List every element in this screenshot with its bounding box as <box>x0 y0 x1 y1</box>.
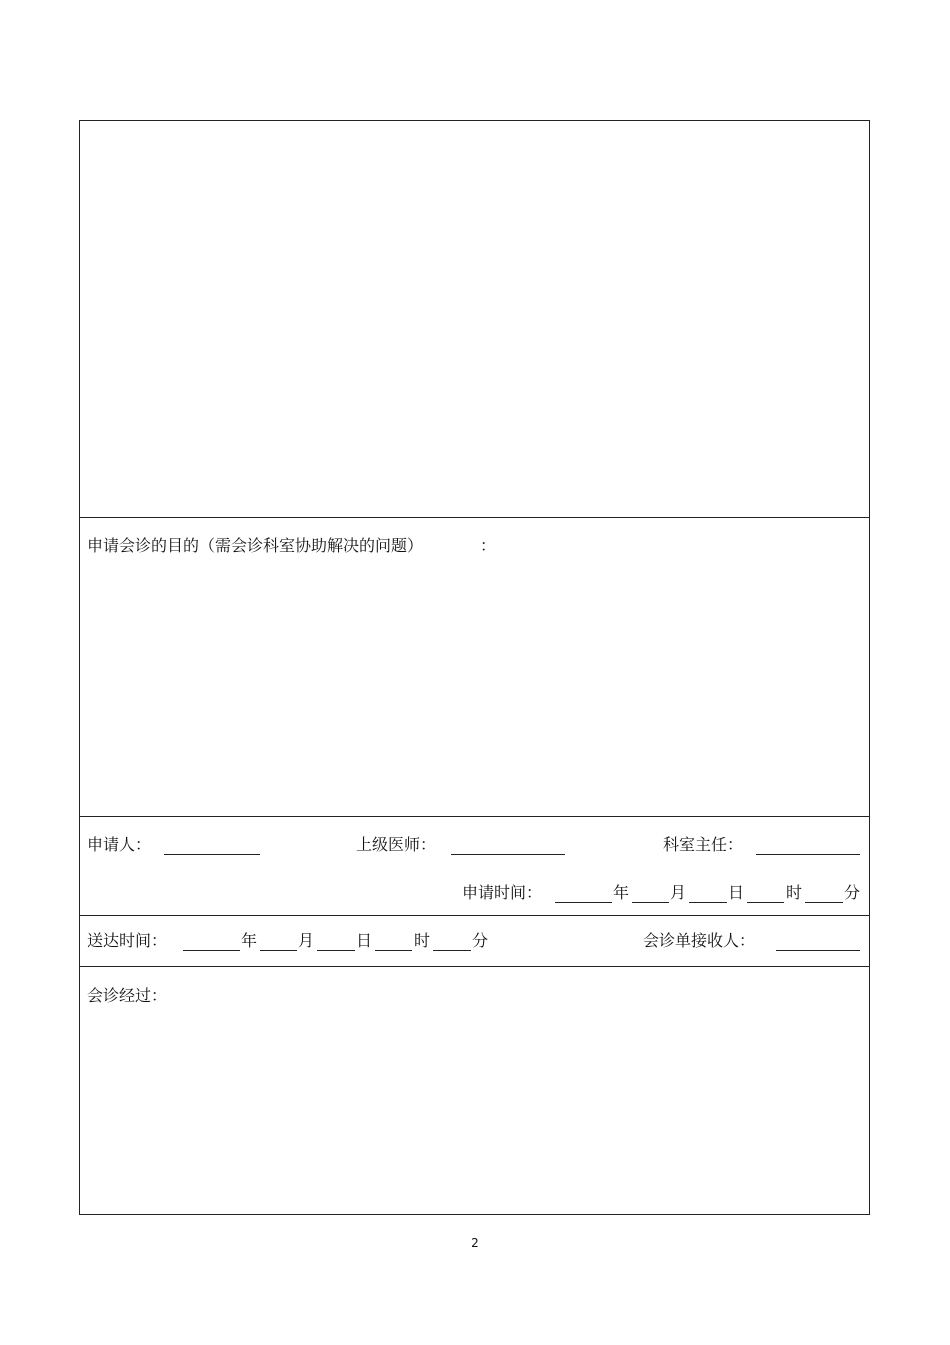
purpose-colon: ： <box>480 536 497 555</box>
apply-year-field[interactable] <box>555 902 612 903</box>
deliver-year-unit: 年 <box>241 931 258 950</box>
superior-doctor-label: 上级医师： <box>356 835 437 854</box>
apply-month-field[interactable] <box>632 902 669 903</box>
superior-doctor-field[interactable] <box>451 854 565 855</box>
deliver-year-field[interactable] <box>183 950 240 951</box>
applicant-label: 申请人： <box>87 835 152 854</box>
deliver-minute-field[interactable] <box>433 950 471 951</box>
deliver-minute-unit: 分 <box>472 931 489 950</box>
top-blank-section <box>80 121 869 518</box>
deliver-hour-unit: 时 <box>414 931 431 950</box>
delivery-section <box>80 916 869 967</box>
apply-time-label: 申请时间： <box>462 883 543 902</box>
director-label: 科室主任： <box>663 835 744 854</box>
deliver-time-label: 送达时间： <box>87 931 168 950</box>
receiver-field[interactable] <box>776 950 860 951</box>
signature-section <box>80 817 869 916</box>
deliver-day-unit: 日 <box>356 931 373 950</box>
apply-year-unit: 年 <box>613 883 630 902</box>
apply-month-unit: 月 <box>670 883 687 902</box>
apply-hour-field[interactable] <box>747 902 784 903</box>
applicant-field[interactable] <box>164 854 260 855</box>
process-label: 会诊经过： <box>87 986 168 1005</box>
apply-day-field[interactable] <box>689 902 727 903</box>
purpose-label: 申请会诊的目的（需会诊科室协助解决的问题） <box>87 536 424 555</box>
apply-minute-unit: 分 <box>844 883 861 902</box>
apply-minute-field[interactable] <box>805 902 843 903</box>
receiver-label: 会诊单接收人： <box>643 931 756 950</box>
process-section <box>80 967 869 1216</box>
deliver-month-unit: 月 <box>298 931 315 950</box>
deliver-month-field[interactable] <box>260 950 297 951</box>
director-field[interactable] <box>756 854 860 855</box>
deliver-hour-field[interactable] <box>375 950 412 951</box>
apply-day-unit: 日 <box>728 883 745 902</box>
purpose-section <box>80 518 869 817</box>
deliver-day-field[interactable] <box>317 950 355 951</box>
consultation-form <box>79 120 870 1215</box>
apply-hour-unit: 时 <box>786 883 803 902</box>
page-number: 2 <box>471 1236 479 1250</box>
